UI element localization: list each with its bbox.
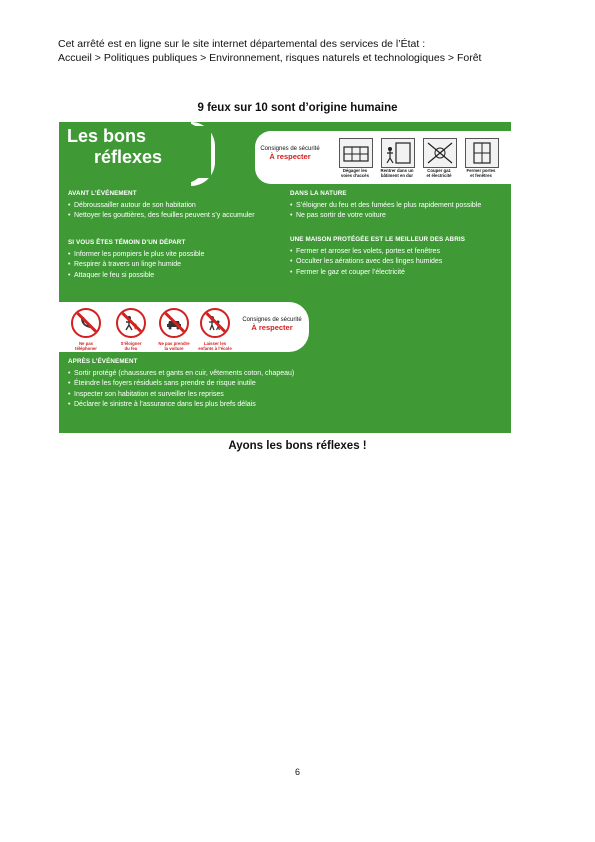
list-item: • Ne pas sortir de votre voiture xyxy=(290,211,481,221)
list-item: • Sortir protégé (chaussures et gants en cuir, vêtements coton, chapeau) xyxy=(68,369,294,379)
consignes-mid-line-1: Consignes de sécurité xyxy=(242,317,302,323)
forbidden-caption-3-line-1: Ne pas prendre xyxy=(158,341,190,346)
figure-title: 9 feux sur 10 sont d’origine humaine xyxy=(197,102,398,114)
consignes-mid-label xyxy=(239,316,305,332)
top-icon-caption-4-line-1: Fermer portes xyxy=(466,168,496,173)
closing-text: Ayons les bons réflexes ! xyxy=(228,440,367,452)
no-approach-fire-icon xyxy=(116,308,146,338)
section-before-heading: AVANT L’ÉVÉNEMENT xyxy=(68,190,137,197)
top-icon-caption-1 xyxy=(336,168,374,178)
poster-title-line-2: réflexes xyxy=(94,147,163,167)
list-item: • Nettoyer les gouttières, des feuilles peuvent s’y accumuler xyxy=(68,211,255,221)
consignes-mid-panel xyxy=(59,302,309,352)
list-item: • Attaquer le feu si possible xyxy=(68,271,204,281)
consignes-top-line-2: À respecter xyxy=(269,152,311,161)
forbidden-caption-1 xyxy=(64,341,108,351)
top-icon-caption-2-line-1: Rentrer dans un xyxy=(380,168,414,173)
forbidden-caption-2-line-1: S’éloigner xyxy=(120,341,142,346)
top-icon-caption-1-line-2: voies d’accès xyxy=(341,173,369,178)
top-icon-caption-2-line-2: bâtiment en dur xyxy=(380,173,414,178)
list-item: • Éteindre les foyers résiduels sans prendre de risque inutile xyxy=(68,379,294,389)
top-icon-caption-1-line-1: Dégager les xyxy=(342,168,368,173)
consignes-top-panel xyxy=(255,131,511,184)
section-nature-heading: DANS LA NATURE xyxy=(290,190,347,197)
top-icon-caption-4-line-2: et fenêtres xyxy=(470,173,492,178)
section-after xyxy=(68,358,294,410)
section-nature xyxy=(290,190,481,222)
list-item: • Fermer le gaz et couper l’électricité xyxy=(290,268,465,278)
section-before xyxy=(68,190,255,222)
consignes-top-label xyxy=(259,145,321,161)
no-school-pickup-icon xyxy=(200,308,230,338)
power-off-icon xyxy=(423,138,457,168)
intro-text xyxy=(58,38,481,65)
gate-icon xyxy=(339,138,373,168)
section-witness-heading: SI VOUS ÊTES TÉMOIN D’UN DÉPART xyxy=(68,239,186,246)
forbidden-caption-2 xyxy=(109,341,153,351)
page-number: 6 xyxy=(294,767,300,777)
section-house-heading: UNE MAISON PROTÉGÉE EST LE MEILLEUR DES ABRIS xyxy=(290,236,465,243)
intro-line-2: Accueil > Politiques publiques > Environnement, risques naturels et technologiques > Forêt xyxy=(58,51,482,64)
top-icon-caption-2 xyxy=(378,168,416,178)
forbidden-caption-4-line-2: enfants à l’école xyxy=(198,346,232,351)
list-item: • Déclarer le sinistre à l’assurance dans les plus brefs délais xyxy=(68,400,294,410)
list-item: • Inspecter son habitation et surveiller les reprises xyxy=(68,390,294,400)
forbidden-caption-1-line-1: Ne pas xyxy=(78,341,94,346)
consignes-top-line-1: Consignes de sécurité xyxy=(260,146,320,152)
window-icon xyxy=(465,138,499,168)
top-icon-caption-3 xyxy=(420,168,458,178)
poster-bons-reflexes xyxy=(59,122,511,433)
top-icon-caption-4 xyxy=(462,168,500,178)
top-icon-caption-3-line-1: Couper gaz xyxy=(427,168,451,173)
list-item: • Débroussailler autour de son habitation xyxy=(68,201,255,211)
poster-title xyxy=(67,126,162,168)
section-house xyxy=(290,236,465,278)
forbidden-caption-3 xyxy=(152,341,196,351)
forbidden-caption-4 xyxy=(193,341,237,351)
forbidden-caption-2-line-2: du feu xyxy=(124,346,138,351)
section-after-heading: APRÈS L’ÉVÉNEMENT xyxy=(68,358,138,365)
forbidden-caption-3-line-2: la voiture xyxy=(164,346,184,351)
top-icon-caption-3-line-2: et électricité xyxy=(426,173,452,178)
intro-line-1: Cet arrêté est en ligne sur le site internet départemental des services de l’État : xyxy=(58,38,426,50)
list-item: • Respirer à travers un linge humide xyxy=(68,260,204,270)
no-car-icon xyxy=(159,308,189,338)
consignes-mid-line-2: À respecter xyxy=(251,323,293,332)
list-item: • Fermer et arroser les volets, portes et fenêtres xyxy=(290,247,465,257)
list-item: • Informer les pompiers le plus vite possible xyxy=(68,250,204,260)
list-item: • S’éloigner du feu et des fumées le plus rapidement possible xyxy=(290,201,481,211)
forbidden-caption-4-line-1: Laisser les xyxy=(203,341,227,346)
section-witness xyxy=(68,239,204,281)
list-item: • Occulter les aérations avec des linges humides xyxy=(290,257,465,267)
poster-title-line-1: Les bons xyxy=(67,126,147,146)
no-phone-icon xyxy=(71,308,101,338)
shelter-icon xyxy=(381,138,415,168)
forbidden-caption-1-line-2: téléphoner xyxy=(75,346,97,351)
